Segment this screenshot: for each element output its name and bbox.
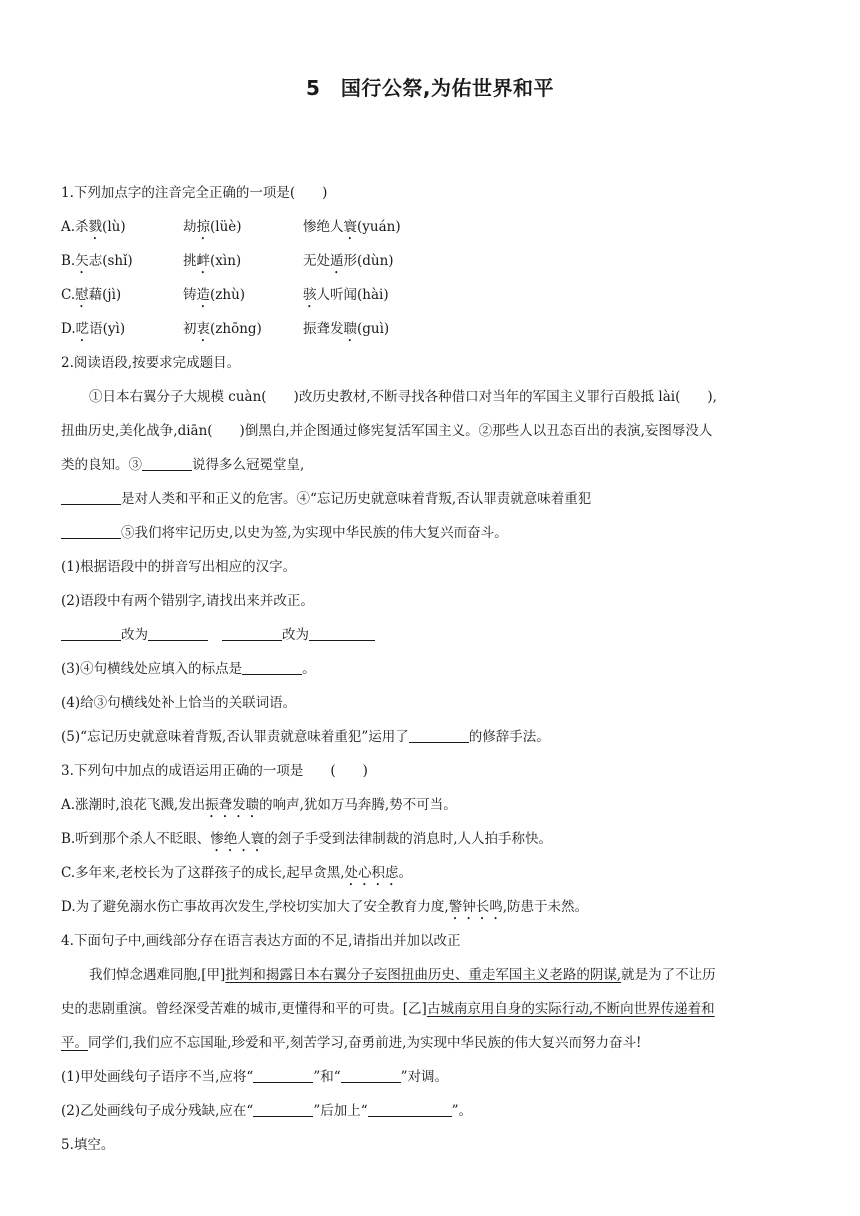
q3-option-d: D.为了避免溺水伤亡事故再次发生,学校切实加大了安全教育力度,警钟长鸣,防患于未然。 <box>61 899 589 915</box>
answer-blank[interactable] <box>409 727 469 743</box>
q4-passage-line-3: 平。同学们,我们应不忘国耻,珍爱和平,刻苦学习,奋勇前进,为实现中华民族的伟大复兴而努力奋斗! <box>61 1035 642 1051</box>
page-title: 5 国行公祭,为佑世界和平 <box>305 76 554 100</box>
q4-passage-line-2: 史的悲剧重演。曾经深受苦难的城市,更懂得和平的可贵。[乙]古城南京用自身的实际行动,不断向世界传递着和 <box>61 1001 715 1017</box>
q3-stem: 3.下列句中加点的成语运用正确的一项是 ( ) <box>61 763 368 779</box>
q1-option-b: B.矢志(shǐ) 挑衅(xìn) 无处遁形(dùn) <box>61 253 394 269</box>
answer-blank[interactable] <box>142 455 192 471</box>
q3-option-b: B.听到那个杀人不眨眼、惨绝人寰的刽子手受到法律制裁的消息时,人人拍手称快。 <box>61 831 553 847</box>
answer-blank[interactable] <box>242 659 302 675</box>
q2-sub-5: (5)“忘记历史就意味着背叛,否认罪责就意味着重犯”运用了 的修辞手法。 <box>61 729 550 745</box>
answer-blank[interactable] <box>222 625 282 641</box>
answer-blank[interactable] <box>61 489 121 505</box>
q2-sub-2-answer: 改为 改为 <box>61 624 805 658</box>
q1-option-c: C.慰藉(jì) 铸造(zhù) 骇人听闻(hài) <box>61 287 389 303</box>
q2-sub-4: (4)给③句横线处补上恰当的关联词语。 <box>61 695 297 711</box>
q1-option-a: A.杀戮(lù) 劫掠(lüè) 惨绝人寰(yuán) <box>61 219 401 235</box>
q2-passage-line-2: 扭曲历史,美化战争,diān( )倒黑白,并企图通过修宪复活军国主义。②那些人以丑态百出的表演,妄图辱没人 <box>61 423 713 439</box>
q1-option-d: D.呓语(yì) 初衷(zhōng) 振聋发聩(guì) <box>61 321 390 337</box>
answer-blank[interactable] <box>148 625 208 641</box>
q4-sub-2: (2)乙处画线句子成分残缺,应在“ ”后加上“ ”。 <box>61 1103 473 1119</box>
q2-passage-line-1: ①日本右翼分子大规模 cuàn( )改历史教材,不断寻找各种借口对当年的军国主义罪行百般抵 lài( ), <box>89 389 717 405</box>
q2-passage-line-5: ⑤我们将牢记历史,以史为签,为实现中华民族的伟大复兴而奋斗。 <box>61 522 805 556</box>
answer-blank[interactable] <box>309 625 375 641</box>
q1-stem: 1.下列加点字的注音完全正确的一项是( ) <box>61 185 328 201</box>
q4-passage-line-1: 我们悼念遇难同胞,[甲]批判和揭露日本右翼分子妄图扭曲历史、重走军国主义老路的阴谋,就是为了不让历 <box>89 967 716 983</box>
q2-sub-2: (2)语段中有两个错别字,请找出来并改正。 <box>61 593 314 609</box>
answer-blank[interactable] <box>253 1101 313 1117</box>
answer-blank[interactable] <box>61 625 121 641</box>
answer-blank[interactable] <box>61 523 121 539</box>
q2-passage-line-4: 是对人类和平和正义的危害。④“忘记历史就意味着背叛,否认罪责就意味着重犯 <box>61 488 805 522</box>
answer-blank[interactable] <box>368 1101 452 1117</box>
q2-passage-line-3: 类的良知。③ 说得多么冠冕堂皇, <box>61 457 305 473</box>
answer-blank[interactable] <box>341 1067 401 1083</box>
q4-sub-1: (1)甲处画线句子语序不当,应将“ ”和“ ”对调。 <box>61 1069 449 1085</box>
answer-blank[interactable] <box>253 1067 313 1083</box>
q3-option-c: C.多年来,老校长为了这群孩子的成长,起早贪黑,处心积虑。 <box>61 865 413 881</box>
worksheet-content <box>61 182 805 1168</box>
q5-stem: 5.填空。 <box>61 1137 115 1153</box>
q2-stem: 2.阅读语段,按要求完成题目。 <box>61 355 241 371</box>
q2-sub-1: (1)根据语段中的拼音写出相应的汉字。 <box>61 559 297 575</box>
q4-stem: 4.下面句子中,画线部分存在语言表达方面的不足,请指出并加以改正 <box>61 933 461 949</box>
q3-option-a: A.涨潮时,浪花飞溅,发出振聋发聩的响声,犹如万马奔腾,势不可当。 <box>61 797 457 813</box>
q2-sub-3: (3)④句横线处应填入的标点是 。 <box>61 661 316 677</box>
